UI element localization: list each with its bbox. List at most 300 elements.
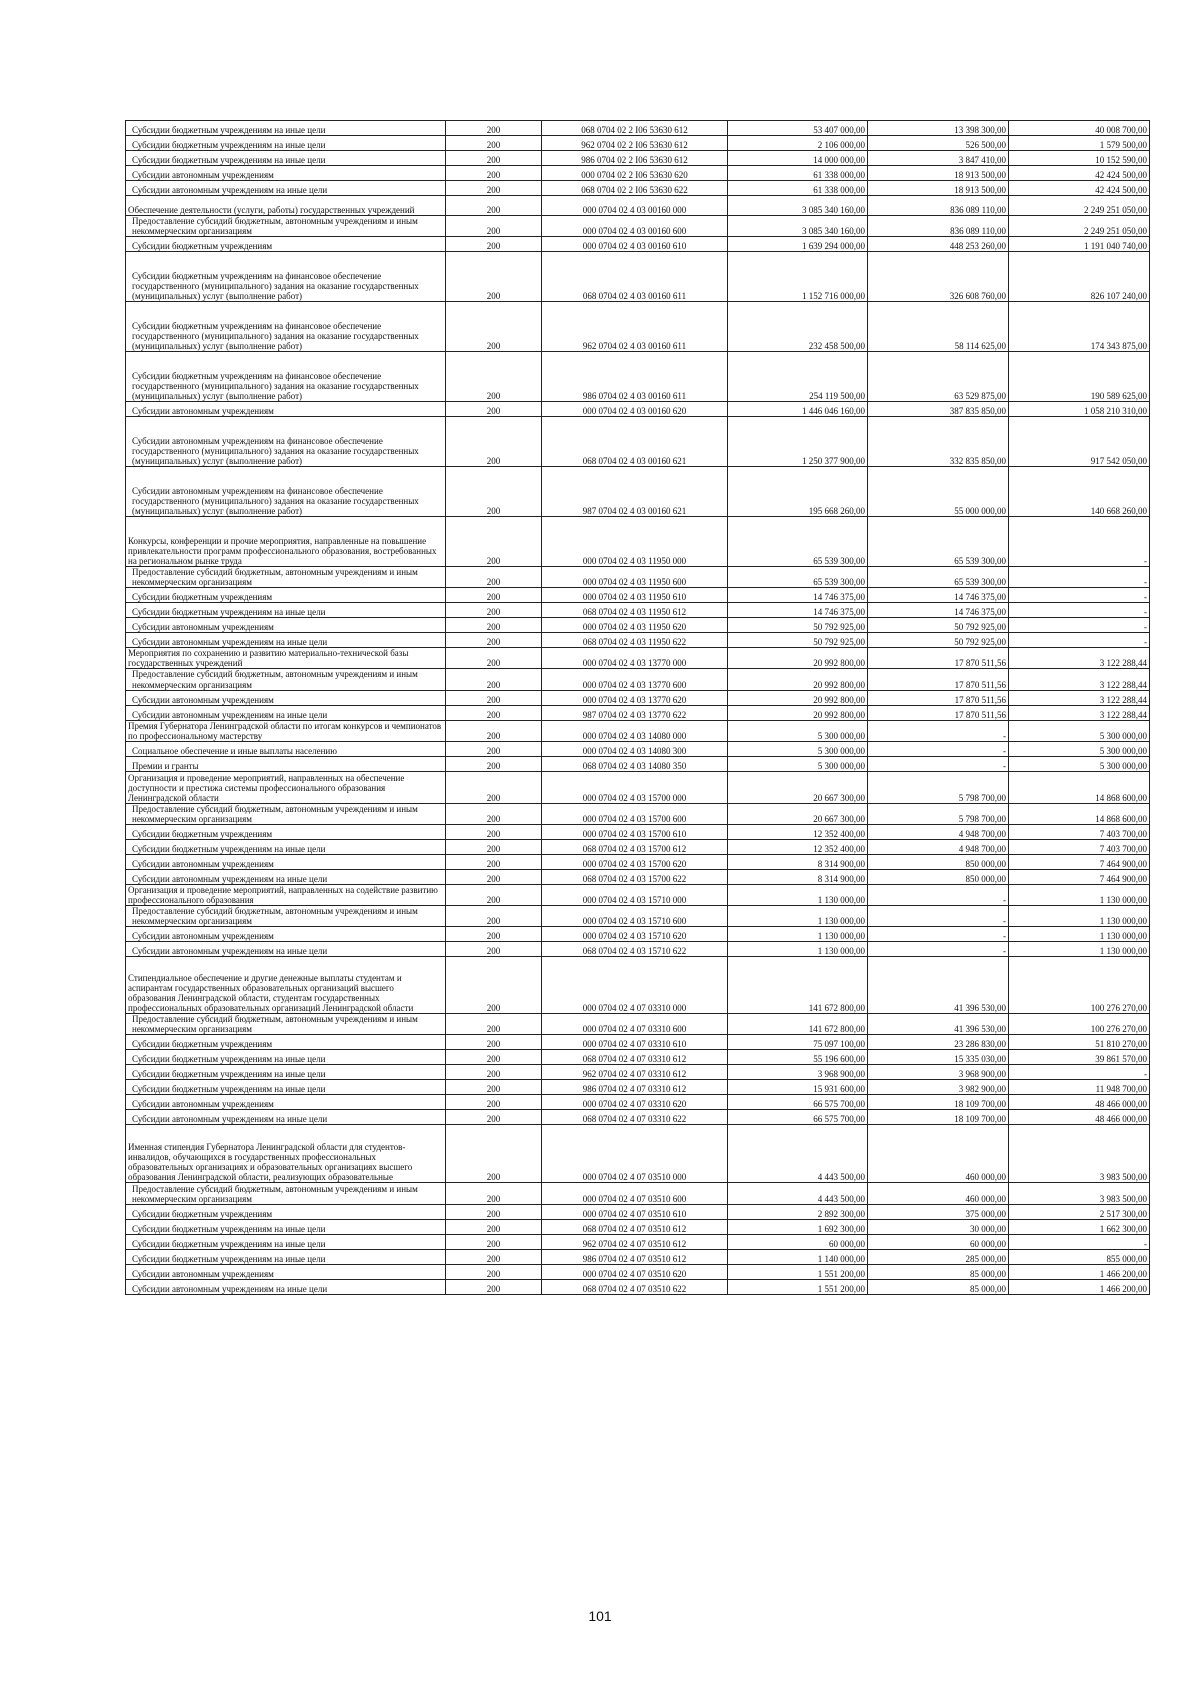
row-unexecuted-amount-cell: 1 130 000,00: [1009, 927, 1150, 942]
row-name-cell: Субсидии бюджетным учреждениям на иные цели: [126, 136, 446, 151]
row-code-cell: 200: [446, 1095, 542, 1110]
row-approved-amount-cell: 4 443 500,00: [728, 1183, 868, 1205]
row-name-cell: Субсидии бюджетным учреждениям: [126, 237, 446, 252]
row-code-cell: 200: [446, 633, 542, 648]
table-row: [126, 854, 1150, 869]
row-unexecuted-amount-cell: 5 300 000,00: [1009, 741, 1150, 756]
row-code-cell: 200: [446, 690, 542, 705]
row-approved-amount-cell: 1 140 000,00: [728, 1250, 868, 1265]
row-executed-amount-cell: 18 109 700,00: [868, 1095, 1009, 1110]
row-executed-amount-cell: 836 089 110,00: [868, 216, 1009, 237]
row-code-cell: 200: [446, 705, 542, 720]
row-unexecuted-amount-cell: 7 403 700,00: [1009, 839, 1150, 854]
row-classification-code-cell: 068 0704 02 4 07 03510 622: [542, 1280, 728, 1295]
row-executed-amount-cell: 41 396 530,00: [868, 1014, 1009, 1035]
row-classification-code-cell: 000 0704 02 4 03 13770 000: [542, 648, 728, 669]
row-classification-code-cell: 962 0704 02 4 07 03510 612: [542, 1235, 728, 1250]
row-unexecuted-amount-cell: 39 861 570,00: [1009, 1050, 1150, 1065]
table-row: [126, 1250, 1150, 1265]
row-classification-code-cell: 000 0704 02 4 03 14080 000: [542, 720, 728, 741]
table-row: [126, 1050, 1150, 1065]
row-code-cell: 200: [446, 803, 542, 824]
row-executed-amount-cell: 58 114 625,00: [868, 302, 1009, 352]
row-unexecuted-amount-cell: 48 466 000,00: [1009, 1110, 1150, 1125]
row-name-cell: Премия Губернатора Ленинградской области по итогам конкурсов и чемпионатов по профессиональному мастерству: [126, 720, 446, 741]
row-executed-amount-cell: 50 792 925,00: [868, 633, 1009, 648]
row-approved-amount-cell: 1 130 000,00: [728, 884, 868, 905]
row-approved-amount-cell: 141 672 800,00: [728, 957, 868, 1014]
row-name-cell: Субсидии автономным учреждениям: [126, 854, 446, 869]
row-name-cell: Социальное обеспечение и иные выплаты населению: [126, 741, 446, 756]
row-code-cell: 200: [446, 151, 542, 166]
table-row: [126, 1280, 1150, 1295]
table-row: [126, 824, 1150, 839]
row-approved-amount-cell: 66 575 700,00: [728, 1095, 868, 1110]
table-row: [126, 942, 1150, 957]
row-approved-amount-cell: 20 667 300,00: [728, 803, 868, 824]
row-approved-amount-cell: 60 000,00: [728, 1235, 868, 1250]
row-unexecuted-amount-cell: 2 517 300,00: [1009, 1205, 1150, 1220]
row-classification-code-cell: 068 0704 02 2 I06 53630 612: [542, 121, 728, 136]
row-executed-amount-cell: 18 109 700,00: [868, 1110, 1009, 1125]
table-row: [126, 705, 1150, 720]
row-name-cell: Субсидии бюджетным учреждениям на финансовое обеспечение государственного (муниципального) задания на оказание государственных (муниципальных) услуг (выполнение работ): [126, 252, 446, 302]
row-unexecuted-amount-cell: 1 662 300,00: [1009, 1220, 1150, 1235]
row-approved-amount-cell: 1 130 000,00: [728, 942, 868, 957]
table-row: [126, 151, 1150, 166]
row-approved-amount-cell: 1 130 000,00: [728, 927, 868, 942]
row-classification-code-cell: 000 0704 02 4 07 03510 000: [542, 1125, 728, 1183]
row-executed-amount-cell: 4 948 700,00: [868, 839, 1009, 854]
table-row: [126, 166, 1150, 181]
row-executed-amount-cell: 50 792 925,00: [868, 618, 1009, 633]
row-code-cell: 200: [446, 567, 542, 588]
row-executed-amount-cell: 460 000,00: [868, 1183, 1009, 1205]
row-unexecuted-amount-cell: 40 008 700,00: [1009, 121, 1150, 136]
row-approved-amount-cell: 195 668 260,00: [728, 467, 868, 517]
table-row: [126, 618, 1150, 633]
row-approved-amount-cell: 3 085 340 160,00: [728, 216, 868, 237]
row-code-cell: 200: [446, 618, 542, 633]
table-row: [126, 402, 1150, 417]
row-unexecuted-amount-cell: 1 191 040 740,00: [1009, 237, 1150, 252]
row-unexecuted-amount-cell: -: [1009, 567, 1150, 588]
row-name-cell: Предоставление субсидий бюджетным, автономным учреждениям и иным некоммерческим организациям: [126, 669, 446, 690]
table-row: [126, 588, 1150, 603]
row-unexecuted-amount-cell: 1 130 000,00: [1009, 906, 1150, 927]
row-code-cell: 200: [446, 352, 542, 402]
row-unexecuted-amount-cell: 100 276 270,00: [1009, 957, 1150, 1014]
row-executed-amount-cell: 3 847 410,00: [868, 151, 1009, 166]
row-approved-amount-cell: 1 250 377 900,00: [728, 417, 868, 467]
row-executed-amount-cell: -: [868, 756, 1009, 771]
row-approved-amount-cell: 3 968 900,00: [728, 1065, 868, 1080]
row-unexecuted-amount-cell: -: [1009, 588, 1150, 603]
row-name-cell: Субсидии бюджетным учреждениям на иные цели: [126, 1250, 446, 1265]
row-name-cell: Субсидии бюджетным учреждениям на иные цели: [126, 121, 446, 136]
table-row: [126, 690, 1150, 705]
row-classification-code-cell: 000 0704 02 4 07 03510 620: [542, 1265, 728, 1280]
row-unexecuted-amount-cell: 1 058 210 310,00: [1009, 402, 1150, 417]
row-approved-amount-cell: 2 106 000,00: [728, 136, 868, 151]
table-row: [126, 756, 1150, 771]
row-classification-code-cell: 068 0704 02 4 07 03510 612: [542, 1220, 728, 1235]
row-approved-amount-cell: 1 551 200,00: [728, 1280, 868, 1295]
row-executed-amount-cell: 326 608 760,00: [868, 252, 1009, 302]
row-unexecuted-amount-cell: 5 300 000,00: [1009, 756, 1150, 771]
row-executed-amount-cell: 63 529 875,00: [868, 352, 1009, 402]
row-name-cell: Субсидии бюджетным учреждениям: [126, 1035, 446, 1050]
row-unexecuted-amount-cell: 1 130 000,00: [1009, 884, 1150, 905]
row-classification-code-cell: 987 0704 02 4 03 00160 621: [542, 467, 728, 517]
row-name-cell: Субсидии автономным учреждениям на иные цели: [126, 633, 446, 648]
row-name-cell: Субсидии бюджетным учреждениям на иные цели: [126, 1080, 446, 1095]
row-executed-amount-cell: 5 798 700,00: [868, 803, 1009, 824]
row-code-cell: 200: [446, 771, 542, 803]
row-classification-code-cell: 000 0704 02 4 03 15700 610: [542, 824, 728, 839]
table-body: [126, 121, 1150, 1295]
row-code-cell: 200: [446, 741, 542, 756]
row-executed-amount-cell: 3 968 900,00: [868, 1065, 1009, 1080]
row-executed-amount-cell: 23 286 830,00: [868, 1035, 1009, 1050]
row-approved-amount-cell: 254 119 500,00: [728, 352, 868, 402]
table-row: [126, 352, 1150, 402]
row-unexecuted-amount-cell: 1 579 500,00: [1009, 136, 1150, 151]
row-approved-amount-cell: 20 992 800,00: [728, 690, 868, 705]
row-name-cell: Предоставление субсидий бюджетным, автономным учреждениям и иным некоммерческим организациям: [126, 1014, 446, 1035]
table-row: [126, 1235, 1150, 1250]
row-name-cell: Субсидии бюджетным учреждениям: [126, 1205, 446, 1220]
row-classification-code-cell: 986 0704 02 4 07 03310 612: [542, 1080, 728, 1095]
row-approved-amount-cell: 14 746 375,00: [728, 588, 868, 603]
row-approved-amount-cell: 1 551 200,00: [728, 1265, 868, 1280]
table-row: [126, 1125, 1150, 1183]
row-name-cell: Субсидии автономным учреждениям на иные цели: [126, 1110, 446, 1125]
row-approved-amount-cell: 141 672 800,00: [728, 1014, 868, 1035]
row-classification-code-cell: 000 0704 02 4 03 13770 600: [542, 669, 728, 690]
row-name-cell: Конкурсы, конференции и прочие мероприятия, направленные на повышение привлекательности программ профессионального образования, востребованных на региональном рынке труда: [126, 517, 446, 567]
row-executed-amount-cell: 850 000,00: [868, 869, 1009, 884]
row-classification-code-cell: 000 0704 02 4 03 00160 600: [542, 216, 728, 237]
row-name-cell: Обеспечение деятельности (услуги, работы) государственных учреждений: [126, 196, 446, 216]
row-code-cell: 200: [446, 1265, 542, 1280]
row-unexecuted-amount-cell: 140 668 260,00: [1009, 467, 1150, 517]
row-code-cell: 200: [446, 869, 542, 884]
table-row: [126, 884, 1150, 905]
row-name-cell: Стипендиальное обеспечение и другие денежные выплаты студентам и аспирантам государственных образовательных организаций высшего образования Ленинградской области, студентам государственных профессиональных образовательных организаций Ленинградской области: [126, 957, 446, 1014]
row-name-cell: Субсидии автономным учреждениям на финансовое обеспечение государственного (муниципального) задания на оказание государственных (муниципальных) услуг (выполнение работ): [126, 417, 446, 467]
row-executed-amount-cell: 85 000,00: [868, 1280, 1009, 1295]
row-approved-amount-cell: 12 352 400,00: [728, 839, 868, 854]
row-code-cell: 200: [446, 196, 542, 216]
row-executed-amount-cell: 526 500,00: [868, 136, 1009, 151]
row-executed-amount-cell: -: [868, 942, 1009, 957]
table-row: [126, 467, 1150, 517]
table-row: [126, 927, 1150, 942]
row-code-cell: 200: [446, 181, 542, 196]
row-unexecuted-amount-cell: 190 589 625,00: [1009, 352, 1150, 402]
row-code-cell: 200: [446, 166, 542, 181]
row-code-cell: 200: [446, 237, 542, 252]
row-unexecuted-amount-cell: 100 276 270,00: [1009, 1014, 1150, 1035]
row-name-cell: Субсидии автономным учреждениям: [126, 402, 446, 417]
row-executed-amount-cell: 460 000,00: [868, 1125, 1009, 1183]
row-approved-amount-cell: 8 314 900,00: [728, 869, 868, 884]
table-row: [126, 1110, 1150, 1125]
row-code-cell: 200: [446, 1235, 542, 1250]
row-classification-code-cell: 068 0704 02 4 03 15700 612: [542, 839, 728, 854]
row-code-cell: 200: [446, 467, 542, 517]
row-approved-amount-cell: 20 667 300,00: [728, 771, 868, 803]
table-row: [126, 517, 1150, 567]
row-approved-amount-cell: 3 085 340 160,00: [728, 196, 868, 216]
table-row: [126, 1080, 1150, 1095]
row-unexecuted-amount-cell: 855 000,00: [1009, 1250, 1150, 1265]
row-approved-amount-cell: 1 152 716 000,00: [728, 252, 868, 302]
row-approved-amount-cell: 61 338 000,00: [728, 166, 868, 181]
table-row: [126, 1183, 1150, 1205]
row-unexecuted-amount-cell: 1 130 000,00: [1009, 942, 1150, 957]
budget-table: [125, 120, 1150, 1295]
row-name-cell: Субсидии автономным учреждениям на иные цели: [126, 705, 446, 720]
row-approved-amount-cell: 66 575 700,00: [728, 1110, 868, 1125]
row-approved-amount-cell: 15 931 600,00: [728, 1080, 868, 1095]
row-code-cell: 200: [446, 854, 542, 869]
row-name-cell: Субсидии бюджетным учреждениям на иные цели: [126, 1220, 446, 1235]
row-classification-code-cell: 000 0704 02 4 07 03510 610: [542, 1205, 728, 1220]
row-code-cell: 200: [446, 927, 542, 942]
row-approved-amount-cell: 20 992 800,00: [728, 705, 868, 720]
row-code-cell: 200: [446, 824, 542, 839]
row-name-cell: Субсидии автономным учреждениям: [126, 166, 446, 181]
row-approved-amount-cell: 12 352 400,00: [728, 824, 868, 839]
row-classification-code-cell: 000 0704 02 4 07 03310 000: [542, 957, 728, 1014]
row-classification-code-cell: 068 0704 02 4 03 15700 622: [542, 869, 728, 884]
row-unexecuted-amount-cell: 826 107 240,00: [1009, 252, 1150, 302]
row-code-cell: 200: [446, 756, 542, 771]
row-executed-amount-cell: 375 000,00: [868, 1205, 1009, 1220]
row-code-cell: 200: [446, 957, 542, 1014]
table-row: [126, 669, 1150, 690]
row-name-cell: Предоставление субсидий бюджетным, автономным учреждениям и иным некоммерческим организациям: [126, 1183, 446, 1205]
row-executed-amount-cell: -: [868, 741, 1009, 756]
row-classification-code-cell: 962 0704 02 2 I06 53630 612: [542, 136, 728, 151]
row-name-cell: Субсидии бюджетным учреждениям на финансовое обеспечение государственного (муниципального) задания на оказание государственных (муниципальных) услуг (выполнение работ): [126, 302, 446, 352]
row-code-cell: 200: [446, 720, 542, 741]
row-approved-amount-cell: 20 992 800,00: [728, 669, 868, 690]
row-name-cell: Субсидии автономным учреждениям на иные цели: [126, 181, 446, 196]
row-executed-amount-cell: 4 948 700,00: [868, 824, 1009, 839]
row-classification-code-cell: 000 0704 02 4 07 03310 610: [542, 1035, 728, 1050]
row-executed-amount-cell: 448 253 260,00: [868, 237, 1009, 252]
row-code-cell: 200: [446, 1110, 542, 1125]
row-classification-code-cell: 962 0704 02 4 03 00160 611: [542, 302, 728, 352]
row-code-cell: 200: [446, 669, 542, 690]
row-name-cell: Организация и проведение мероприятий, направленных на обеспечение доступности и престижа системы профессионального образования Ленинградской области: [126, 771, 446, 803]
row-code-cell: 200: [446, 1014, 542, 1035]
row-classification-code-cell: 000 0704 02 4 03 15710 000: [542, 884, 728, 905]
row-code-cell: 200: [446, 839, 542, 854]
table-row: [126, 839, 1150, 854]
row-code-cell: 200: [446, 252, 542, 302]
row-unexecuted-amount-cell: 42 424 500,00: [1009, 181, 1150, 196]
table-row: [126, 567, 1150, 588]
row-executed-amount-cell: 285 000,00: [868, 1250, 1009, 1265]
row-name-cell: Субсидии бюджетным учреждениям: [126, 588, 446, 603]
row-unexecuted-amount-cell: 7 464 900,00: [1009, 854, 1150, 869]
row-code-cell: 200: [446, 136, 542, 151]
row-classification-code-cell: 000 0704 02 4 03 11950 000: [542, 517, 728, 567]
row-classification-code-cell: 068 0704 02 4 03 00160 611: [542, 252, 728, 302]
row-unexecuted-amount-cell: 14 868 600,00: [1009, 771, 1150, 803]
row-approved-amount-cell: 65 539 300,00: [728, 567, 868, 588]
row-code-cell: 200: [446, 402, 542, 417]
row-executed-amount-cell: 65 539 300,00: [868, 517, 1009, 567]
row-classification-code-cell: 000 0704 02 4 03 15700 600: [542, 803, 728, 824]
table-row: [126, 1205, 1150, 1220]
row-approved-amount-cell: 14 000 000,00: [728, 151, 868, 166]
row-executed-amount-cell: 85 000,00: [868, 1265, 1009, 1280]
row-unexecuted-amount-cell: 2 249 251 050,00: [1009, 216, 1150, 237]
row-classification-code-cell: 068 0704 02 4 03 11950 612: [542, 603, 728, 618]
row-name-cell: Премии и гранты: [126, 756, 446, 771]
row-classification-code-cell: 000 0704 02 4 03 00160 000: [542, 196, 728, 216]
row-executed-amount-cell: 836 089 110,00: [868, 196, 1009, 216]
row-executed-amount-cell: 18 913 500,00: [868, 181, 1009, 196]
row-name-cell: Субсидии автономным учреждениям: [126, 1265, 446, 1280]
row-unexecuted-amount-cell: 3 983 500,00: [1009, 1183, 1150, 1205]
row-unexecuted-amount-cell: 14 868 600,00: [1009, 803, 1150, 824]
row-code-cell: 200: [446, 1183, 542, 1205]
row-unexecuted-amount-cell: 3 122 288,44: [1009, 705, 1150, 720]
table-row: [126, 216, 1150, 237]
row-unexecuted-amount-cell: -: [1009, 1235, 1150, 1250]
table-row: [126, 302, 1150, 352]
row-unexecuted-amount-cell: 42 424 500,00: [1009, 166, 1150, 181]
row-executed-amount-cell: -: [868, 927, 1009, 942]
row-unexecuted-amount-cell: 3 122 288,44: [1009, 648, 1150, 669]
row-approved-amount-cell: 2 892 300,00: [728, 1205, 868, 1220]
row-code-cell: 200: [446, 942, 542, 957]
table-row: [126, 633, 1150, 648]
row-name-cell: Субсидии автономным учреждениям на иные цели: [126, 942, 446, 957]
row-executed-amount-cell: 332 835 850,00: [868, 417, 1009, 467]
row-executed-amount-cell: 13 398 300,00: [868, 121, 1009, 136]
row-classification-code-cell: 000 0704 02 4 07 03310 600: [542, 1014, 728, 1035]
table-row: [126, 1065, 1150, 1080]
row-unexecuted-amount-cell: 3 122 288,44: [1009, 690, 1150, 705]
row-classification-code-cell: 962 0704 02 4 07 03310 612: [542, 1065, 728, 1080]
row-unexecuted-amount-cell: 917 542 050,00: [1009, 417, 1150, 467]
row-name-cell: Предоставление субсидий бюджетным, автономным учреждениям и иным некоммерческим организациям: [126, 216, 446, 237]
row-classification-code-cell: 000 0704 02 4 03 00160 620: [542, 402, 728, 417]
row-classification-code-cell: 000 0704 02 2 I06 53630 620: [542, 166, 728, 181]
row-code-cell: 200: [446, 1035, 542, 1050]
row-classification-code-cell: 068 0704 02 4 03 00160 621: [542, 417, 728, 467]
row-name-cell: Субсидии бюджетным учреждениям: [126, 824, 446, 839]
row-executed-amount-cell: 14 746 375,00: [868, 603, 1009, 618]
row-classification-code-cell: 000 0704 02 4 03 15700 000: [542, 771, 728, 803]
table-row: [126, 1035, 1150, 1050]
row-name-cell: Субсидии автономным учреждениям на финансовое обеспечение государственного (муниципального) задания на оказание государственных (муниципальных) услуг (выполнение работ): [126, 467, 446, 517]
row-approved-amount-cell: 50 792 925,00: [728, 618, 868, 633]
row-code-cell: 200: [446, 906, 542, 927]
row-name-cell: Субсидии бюджетным учреждениям на иные цели: [126, 603, 446, 618]
row-executed-amount-cell: 41 396 530,00: [868, 957, 1009, 1014]
row-executed-amount-cell: 55 000 000,00: [868, 467, 1009, 517]
row-approved-amount-cell: 1 130 000,00: [728, 906, 868, 927]
table-row: [126, 869, 1150, 884]
row-code-cell: 200: [446, 302, 542, 352]
row-classification-code-cell: 068 0704 02 4 07 03310 612: [542, 1050, 728, 1065]
table-row: [126, 181, 1150, 196]
row-executed-amount-cell: 17 870 511,56: [868, 648, 1009, 669]
row-classification-code-cell: 987 0704 02 4 03 13770 622: [542, 705, 728, 720]
row-executed-amount-cell: 850 000,00: [868, 854, 1009, 869]
row-approved-amount-cell: 5 300 000,00: [728, 756, 868, 771]
row-code-cell: 200: [446, 588, 542, 603]
row-executed-amount-cell: 65 539 300,00: [868, 567, 1009, 588]
table-row: [126, 720, 1150, 741]
row-approved-amount-cell: 1 446 046 160,00: [728, 402, 868, 417]
row-name-cell: Субсидии бюджетным учреждениям на иные цели: [126, 151, 446, 166]
row-classification-code-cell: 000 0704 02 4 03 15710 620: [542, 927, 728, 942]
row-unexecuted-amount-cell: 48 466 000,00: [1009, 1095, 1150, 1110]
row-classification-code-cell: 000 0704 02 4 03 00160 610: [542, 237, 728, 252]
row-classification-code-cell: 068 0704 02 4 03 11950 622: [542, 633, 728, 648]
row-name-cell: Субсидии автономным учреждениям на иные цели: [126, 869, 446, 884]
table-row: [126, 417, 1150, 467]
row-name-cell: Мероприятия по сохранению и развитию материально-технической базы государственных учреждений: [126, 648, 446, 669]
row-code-cell: 200: [446, 1250, 542, 1265]
row-classification-code-cell: 000 0704 02 4 03 15710 600: [542, 906, 728, 927]
table-row: [126, 906, 1150, 927]
row-unexecuted-amount-cell: 174 343 875,00: [1009, 302, 1150, 352]
row-name-cell: Субсидии бюджетным учреждениям на иные цели: [126, 1065, 446, 1080]
row-code-cell: 200: [446, 1065, 542, 1080]
row-name-cell: Субсидии автономным учреждениям на иные цели: [126, 1280, 446, 1295]
row-name-cell: Субсидии автономным учреждениям: [126, 618, 446, 633]
row-code-cell: 200: [446, 1125, 542, 1183]
row-name-cell: Субсидии бюджетным учреждениям на иные цели: [126, 839, 446, 854]
row-approved-amount-cell: 53 407 000,00: [728, 121, 868, 136]
row-name-cell: Организация и проведение мероприятий, направленных на содействие развитию профессионального образования: [126, 884, 446, 905]
row-approved-amount-cell: 5 300 000,00: [728, 741, 868, 756]
row-name-cell: Именная стипендия Губернатора Ленинградской области для студентов-инвалидов, обучающихся в государственных профессиональных образовательных организациях и образовательных организациях высшего образования Ленинградской области, реализующих образовательные: [126, 1125, 446, 1183]
row-code-cell: 200: [446, 1205, 542, 1220]
row-executed-amount-cell: -: [868, 884, 1009, 905]
row-classification-code-cell: 000 0704 02 4 03 15700 620: [542, 854, 728, 869]
table-row: [126, 121, 1150, 136]
row-executed-amount-cell: -: [868, 720, 1009, 741]
row-approved-amount-cell: 4 443 500,00: [728, 1125, 868, 1183]
row-code-cell: 200: [446, 648, 542, 669]
row-classification-code-cell: 068 0704 02 2 I06 53630 622: [542, 181, 728, 196]
row-executed-amount-cell: 60 000,00: [868, 1235, 1009, 1250]
row-classification-code-cell: 068 0704 02 4 07 03310 622: [542, 1110, 728, 1125]
row-name-cell: Предоставление субсидий бюджетным, автономным учреждениям и иным некоммерческим организациям: [126, 803, 446, 824]
page-number: 101: [588, 1608, 612, 1624]
row-classification-code-cell: 000 0704 02 4 03 11950 600: [542, 567, 728, 588]
row-unexecuted-amount-cell: 1 466 200,00: [1009, 1280, 1150, 1295]
table-row: [126, 1014, 1150, 1035]
row-classification-code-cell: 986 0704 02 4 03 00160 611: [542, 352, 728, 402]
row-name-cell: Предоставление субсидий бюджетным, автономным учреждениям и иным некоммерческим организациям: [126, 567, 446, 588]
row-classification-code-cell: 000 0704 02 4 03 11950 620: [542, 618, 728, 633]
row-approved-amount-cell: 75 097 100,00: [728, 1035, 868, 1050]
table-row: [126, 1265, 1150, 1280]
row-unexecuted-amount-cell: -: [1009, 517, 1150, 567]
